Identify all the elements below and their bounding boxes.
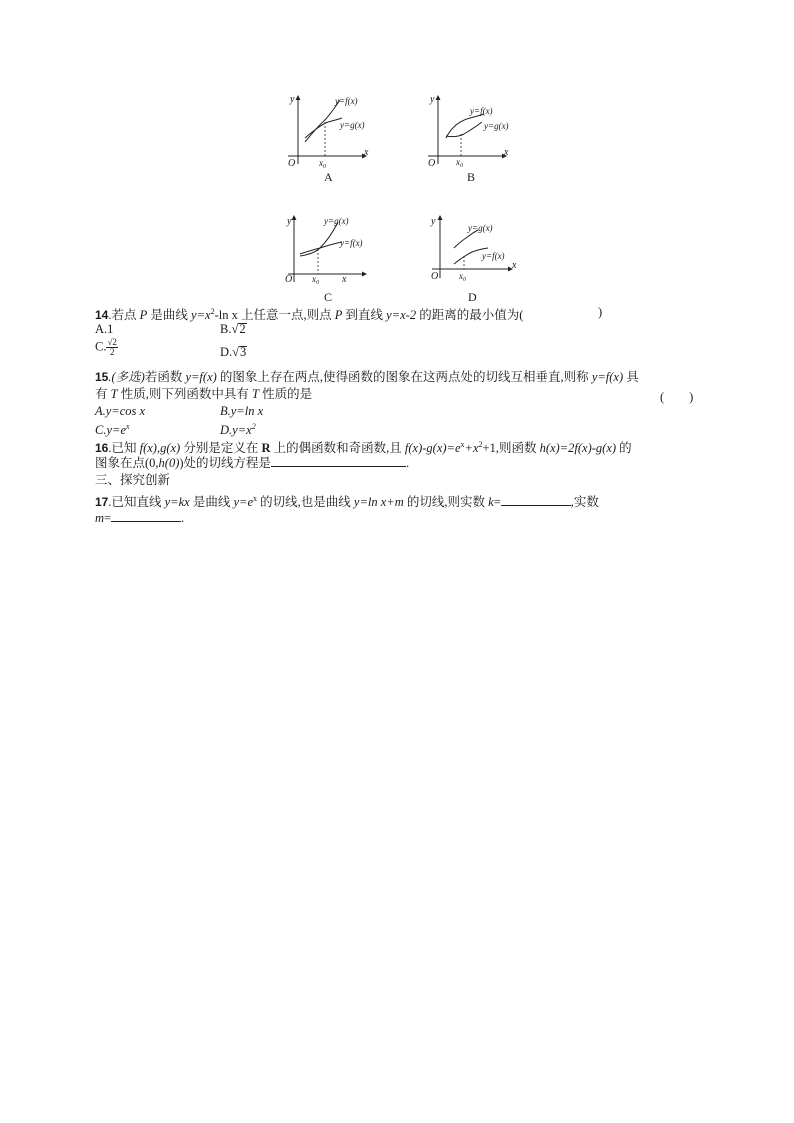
q14-paren-close: ) xyxy=(598,305,603,319)
graph-a-svg xyxy=(280,92,370,170)
q15-number: 15 xyxy=(95,370,109,384)
graph-d-g-label: y=g(x) xyxy=(468,223,493,233)
q15-option-d: $D.y=x^2$ xyxy=(220,422,256,438)
graph-c-yaxis: y xyxy=(287,216,292,227)
q16-answer-blank[interactable] xyxy=(271,455,406,467)
q14-option-a: A.1 xyxy=(95,322,114,336)
graph-a xyxy=(280,92,370,170)
graph-d-svg xyxy=(426,212,516,287)
q16-stem-line1: 16.已知 f(x),g(x) 分别是定义在 R 上的偶函数和奇函数,且 $f(x)-g(x)=e^x+x^2+1$,则函数 h(x)=2f(x)-g(x) 的 xyxy=(95,440,632,456)
q17-m-answer-blank[interactable] xyxy=(111,510,181,522)
graph-b-origin: O xyxy=(428,158,436,169)
graph-d xyxy=(426,212,516,287)
q14-stem: 14.若点 P 是曲线 $y=x^2-\ln$ x 上任意一点,则点 P 到直线 y=x-2 的距离的最小值为( xyxy=(95,307,524,323)
graph-a-g-label: y=g(x) xyxy=(340,120,365,130)
q16-stem-line2: 图象在点(0,h(0))处的切线方程是 . xyxy=(95,456,410,470)
graph-c-origin: O xyxy=(285,274,293,285)
graph-b xyxy=(420,92,510,167)
section-3-heading: 三、探究创新 xyxy=(95,473,171,487)
graph-c-svg xyxy=(280,212,370,287)
graph-d-x0: $x_0$ xyxy=(459,271,466,283)
graph-a-x0: $x_0$ xyxy=(319,158,326,170)
graph-b-g-label: y=g(x) xyxy=(484,121,509,131)
graph-d-xaxis: x xyxy=(512,260,517,271)
q17-k-answer-blank[interactable] xyxy=(501,494,571,506)
graph-b-x0: $x_0$ xyxy=(456,157,463,169)
graph-b-svg xyxy=(420,92,510,167)
graph-c-caption: C xyxy=(324,290,333,304)
graph-b-f-label: y=f(x) xyxy=(470,106,493,116)
graph-b-yaxis: y xyxy=(430,94,435,105)
q14-number: 14 xyxy=(95,308,109,323)
graph-a-f-label: y=f(x) xyxy=(335,96,358,106)
graph-d-f-label: y=f(x) xyxy=(482,251,505,261)
q15-option-a: A.y=cos x xyxy=(95,404,146,418)
graph-c-x0: $x_0$ xyxy=(312,274,319,286)
graph-a-xaxis: x xyxy=(364,147,369,158)
q14-option-b: B.√2 xyxy=(220,322,246,336)
graph-c xyxy=(280,212,370,287)
q15-option-b: B.y=ln x xyxy=(220,404,264,418)
graph-b-xaxis: x xyxy=(504,147,509,158)
q17-stem-line1: 17.已知直线 y=kx 是曲线 $y=e^x$ 的切线,也是曲线 y=ln x+m 的切线,则实数 k= ,实数 xyxy=(95,494,599,510)
graph-b-caption: B xyxy=(467,170,476,184)
graph-c-xaxis: x xyxy=(342,274,347,285)
q16-number: 16 xyxy=(95,441,109,456)
graph-c-f-label: y=f(x) xyxy=(340,238,363,248)
q17-number: 17 xyxy=(95,495,109,510)
graph-a-yaxis: y xyxy=(290,94,295,105)
q15-answer-paren: ( ) xyxy=(660,390,694,404)
q17-stem-line2: m= . xyxy=(95,511,185,525)
graph-d-origin: O xyxy=(431,271,439,282)
graph-a-origin: O xyxy=(288,158,296,169)
q15-stem-line1: 15.(多选)若函数 y=f(x) 的图象上存在两点,使得函数的图象在这两点处的切线互相垂直,则称 y=f(x) 具 xyxy=(95,370,639,384)
graph-d-caption: D xyxy=(468,290,477,304)
q14-option-d: D.√3 xyxy=(220,345,247,359)
graph-a-caption: A xyxy=(324,170,333,184)
graph-d-yaxis: y xyxy=(431,216,436,227)
q15-stem-line2: 有 T 性质,则下列函数中具有 T 性质的是 xyxy=(95,387,313,401)
q14-option-c: C. $\frac{√2}{2}$ xyxy=(95,337,117,357)
graph-c-g-label: y=g(x) xyxy=(324,216,349,226)
q15-option-c: $C.y=e^x$ xyxy=(95,422,130,438)
